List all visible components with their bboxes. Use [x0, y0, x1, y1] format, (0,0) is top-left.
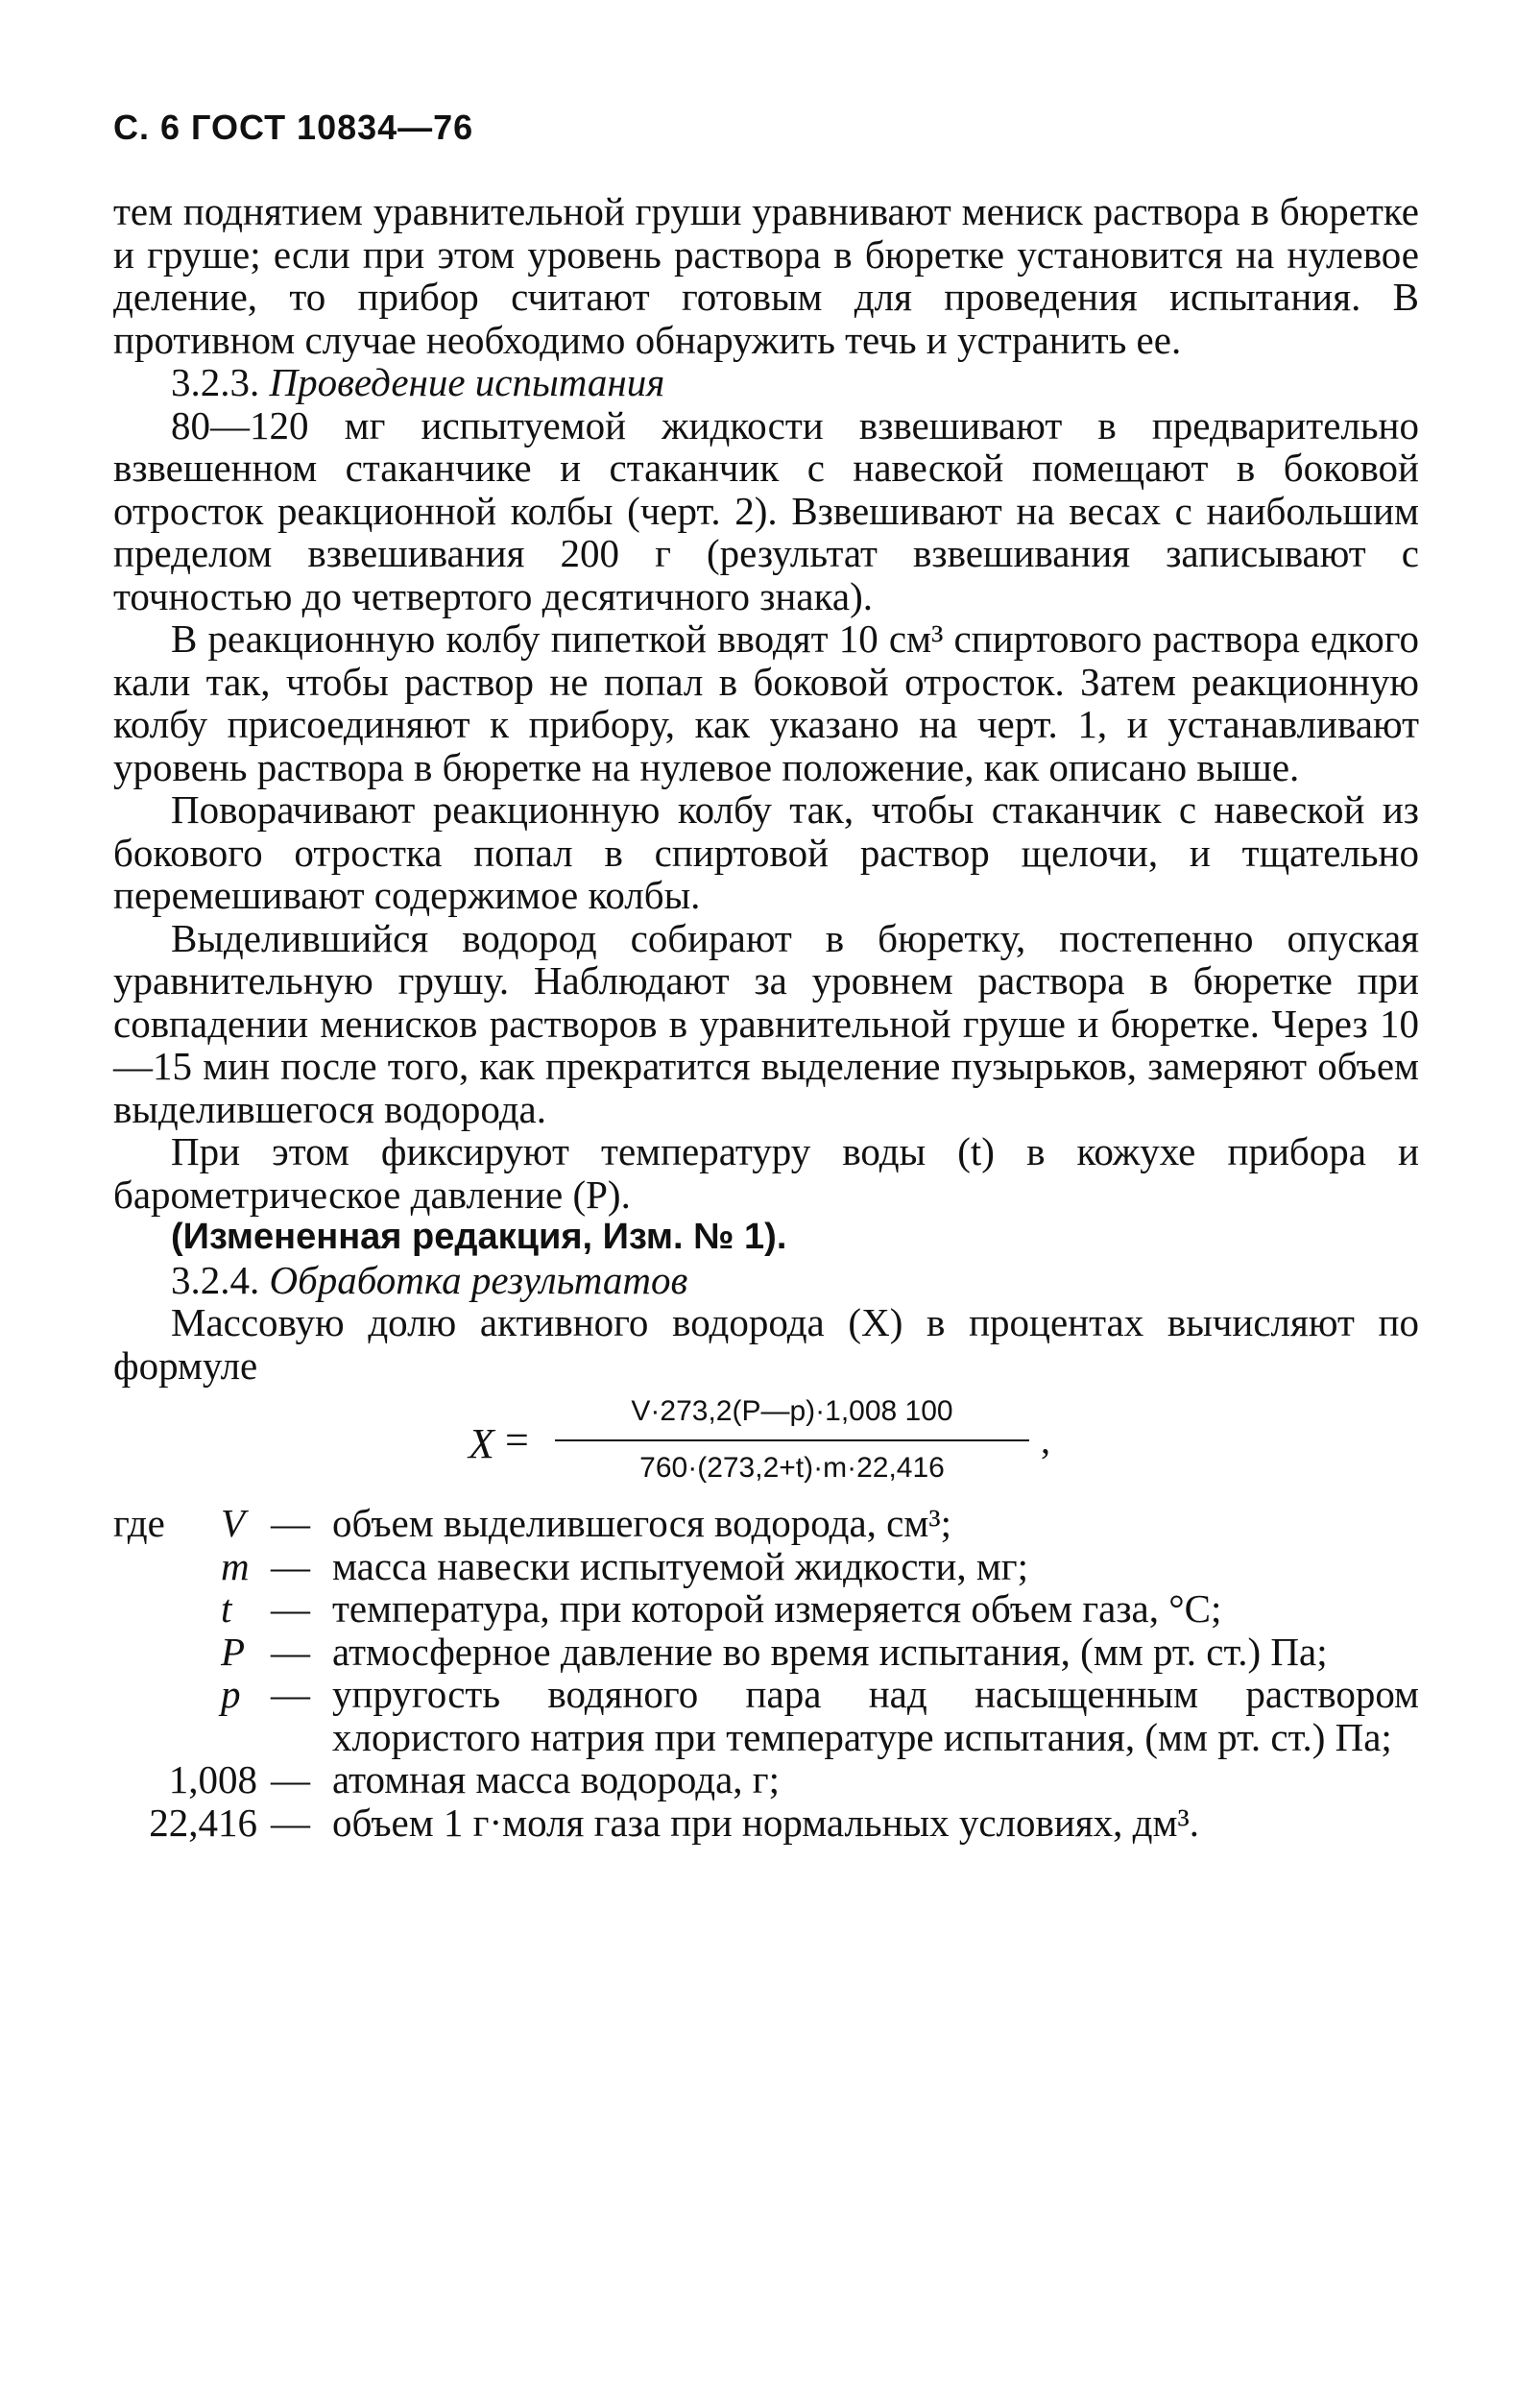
- definition-row: [113, 1758, 1419, 1801]
- formula-equals: =: [505, 1416, 529, 1463]
- definition-text: масса навески испытуемой жидкости, мг;: [332, 1543, 1028, 1588]
- definition-symbol: V: [221, 1501, 246, 1545]
- definition-row: [113, 1801, 1419, 1845]
- amendment-note: (Измененная редакция, Изм. № 1).: [171, 1217, 787, 1257]
- definition-text: атмосферное давление во время испытания, (мм рт. ст.) Па;: [332, 1629, 1328, 1674]
- paragraph: Массовую долю активного водорода (X) в процентах вычисляют по формуле: [113, 1300, 1419, 1388]
- definition-text: атомная масса водорода, г;: [332, 1757, 780, 1801]
- definition-row: [113, 1545, 1419, 1588]
- section-number: 3.2.3.: [171, 360, 260, 404]
- paragraph: тем поднятием уравнительной груши уравнивают мениск раствора в бюретке и груше; если при этом уровень раствора в бюретке установится на нулевое деление, то прибор считают готовым для проведения испытания. В противном случае необходимо обнаружить течь и устранить ее.: [113, 189, 1419, 362]
- paragraph: В реакционную колбу пипеткой вводят 10 см³ спиртового раствора едкого кали так, чтобы раствор не попал в боковой отросток. Затем реакционную колбу присоединяют к прибору, как указано на черт. 1, и устанавливают уровень раствора в бюретке на нулевое положение, как описано выше.: [113, 616, 1419, 789]
- definition-text: объем 1 г·моля газа при нормальных условиях, дм³.: [332, 1800, 1200, 1845]
- definition-row: [113, 1587, 1419, 1631]
- section-title: Обработка результатов: [269, 1257, 688, 1302]
- paragraph: 80—120 мг испытуемой жидкости взвешивают в предварительно взвешенном стаканчике и стаканчик с навеской помещают в боковой отросток реакционной колбы (черт. 2). Взвешивают на весах с наибольшим пределом взвешивания 200 г (результат взвешивания записывают с точностью до четвертого десятичного знака).: [113, 402, 1419, 618]
- formula-fraction: [547, 1390, 1037, 1489]
- document-body: [113, 190, 1419, 1844]
- definition-dash: —: [271, 1501, 310, 1545]
- formula: [113, 1390, 1419, 1496]
- definition-row: [113, 1631, 1419, 1674]
- paragraph: Поворачивают реакционную колбу так, чтобы стаканчик с навеской из бокового отростка попал в спиртовой раствор щелочи, и тщательно перемешивают содержимое колбы.: [113, 787, 1419, 917]
- definition-text: объем выделившегося водорода, см³;: [332, 1501, 952, 1545]
- formula-denominator: 760·(273,2+t)·m·22,416: [639, 1451, 945, 1484]
- definition-dash: —: [271, 1800, 310, 1845]
- definition-dash: —: [271, 1672, 310, 1716]
- definition-symbol: t: [221, 1586, 232, 1631]
- paragraph: При этом фиксируют температуру воды (t) в кожухе прибора и барометрическое давление (P).: [113, 1129, 1419, 1217]
- definition-text: упругость водяного пара над насыщенным раствором хлористого натрия при температуре испытания, (мм рт. ст.) Па;: [332, 1672, 1419, 1759]
- formula-numerator: V·273,2(P—p)·1,008 100: [631, 1395, 953, 1427]
- definitions-lead: где: [113, 1501, 165, 1545]
- definition-constant: 22,416: [149, 1800, 257, 1845]
- formula-lhs: X: [469, 1420, 494, 1467]
- section-heading-3-2-4: [113, 1259, 1419, 1302]
- page-header: С. 6 ГОСТ 10834—76: [113, 108, 474, 147]
- definitions-list: [113, 1502, 1419, 1844]
- definition-text: температура, при которой измеряется объем газа, °С;: [332, 1586, 1222, 1631]
- definition-constant: 1,008: [168, 1757, 257, 1801]
- definition-dash: —: [271, 1757, 310, 1801]
- definition-dash: —: [271, 1543, 310, 1588]
- definition-symbol: m: [221, 1543, 250, 1588]
- definition-dash: —: [271, 1629, 310, 1674]
- section-heading-3-2-3: [113, 361, 1419, 404]
- definition-dash: —: [271, 1586, 310, 1631]
- paragraph: Выделившийся водород собирают в бюретку, постепенно опуская уравнительную грушу. Наблюдают за уровнем раствора в бюретке при совпадении менисков растворов в уравнительной груше и бюретке. Через 10—15 мин после того, как прекратится выделение пузырьков, замеряют объем выделившегося водорода.: [113, 915, 1419, 1131]
- definition-row: [113, 1502, 1419, 1545]
- definition-symbol: p: [221, 1672, 241, 1716]
- section-title: Проведение испытания: [269, 360, 665, 404]
- formula-comma: ,: [1041, 1418, 1050, 1462]
- definition-row: [113, 1673, 1419, 1758]
- section-number: 3.2.4.: [171, 1257, 260, 1302]
- definition-symbol: P: [221, 1629, 246, 1674]
